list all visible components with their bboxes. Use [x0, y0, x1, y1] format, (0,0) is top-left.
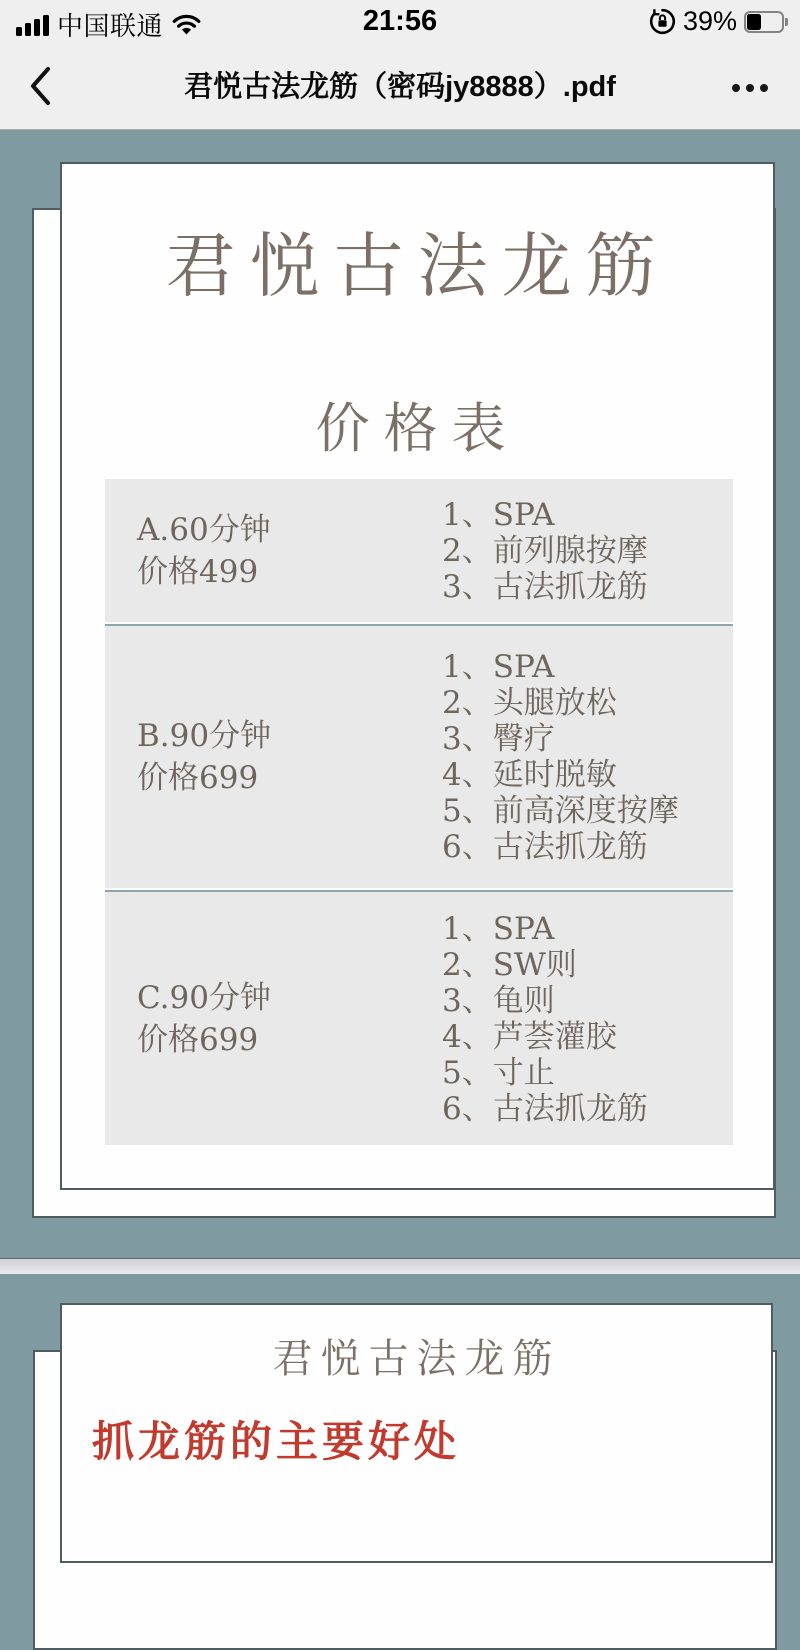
list-item: 3、臀疗: [442, 721, 555, 757]
plan-cell: [105, 509, 442, 593]
list-item: 5、寸止: [442, 1054, 555, 1091]
pdf-viewer-page1-area[interactable]: [0, 131, 800, 1258]
battery-icon: [744, 11, 788, 33]
list-item: 2、头腿放松: [442, 685, 617, 721]
clock-label: 21:56: [362, 5, 438, 37]
list-item: 2、SW则: [442, 946, 577, 983]
page2-red-heading: 抓龙筋的主要好处: [92, 1417, 461, 1466]
list-item: 6、古法抓龙筋: [442, 1090, 648, 1127]
back-button[interactable]: [18, 62, 62, 110]
service-list: [442, 649, 733, 865]
price-row-b: [105, 626, 733, 888]
plan-name: B.90分钟: [137, 718, 272, 754]
ellipsis-icon: [732, 84, 768, 92]
status-bar: [0, 0, 800, 42]
document-title: 君悦古法龙筋（密码jy8888）.pdf: [184, 71, 616, 103]
price-row-c: [105, 892, 733, 1145]
plan-name: C.90分钟: [137, 979, 271, 1016]
price-row-a: [105, 479, 733, 622]
list-item: 1、SPA: [442, 649, 555, 685]
orientation-lock-icon: [649, 8, 676, 35]
list-item: 6、古法抓龙筋: [442, 829, 648, 865]
plan-cell: [105, 977, 442, 1061]
list-item: 3、龟则: [442, 982, 555, 1019]
pdf-viewer-page2-area[interactable]: [0, 1274, 800, 1466]
chevron-left-icon: [29, 66, 51, 106]
list-item: 1、SPA: [442, 910, 555, 947]
page-separator: [0, 1258, 800, 1274]
list-item: 4、延时脱敏: [442, 757, 617, 793]
service-list: [442, 497, 733, 605]
page1-title: 君悦古法龙筋: [165, 225, 670, 307]
plan-name: A.60分钟: [137, 511, 271, 548]
list-item: 3、古法抓龙筋: [442, 568, 648, 605]
pdf-page2: [60, 1303, 773, 1563]
price-table: [105, 479, 733, 1145]
list-item: 2、前列腺按摩: [442, 532, 648, 569]
nav-bar: [0, 42, 800, 129]
pdf-page1: [60, 162, 775, 1190]
header: [0, 0, 800, 130]
carrier-label: 中国联通: [57, 11, 164, 41]
plan-cell: [105, 715, 442, 799]
list-item: 5、前高深度按摩: [442, 793, 679, 829]
list-item: 4、芦荟灌胶: [442, 1018, 617, 1055]
list-item: 1、SPA: [442, 496, 555, 533]
service-list: [442, 911, 733, 1127]
plan-price: 价格699: [137, 760, 259, 796]
page2-title: 君悦古法龙筋: [272, 1336, 561, 1382]
plan-price: 价格499: [137, 553, 259, 590]
more-options-button[interactable]: [720, 68, 780, 108]
plan-price: 价格699: [137, 1021, 259, 1058]
battery-percent-label: 39%: [682, 6, 737, 36]
page1-subtitle: 价格表: [315, 397, 520, 460]
